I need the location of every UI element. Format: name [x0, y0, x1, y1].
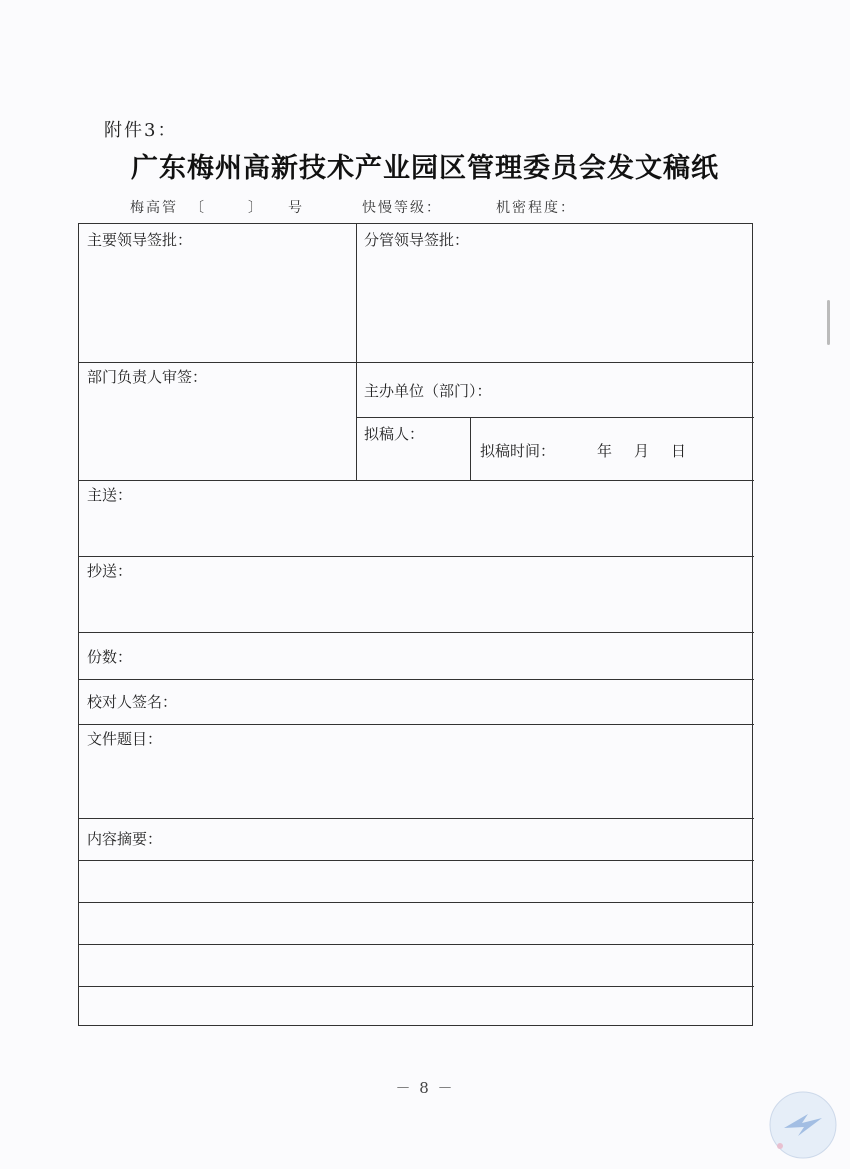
row-divider	[79, 679, 754, 680]
cc-to-label: 抄送：	[87, 562, 133, 580]
page-title: 广东梅州高新技术产业园区管理委员会发文稿纸	[131, 153, 719, 184]
draft-time-day: 日	[671, 442, 687, 460]
doc-number-bracket-open: 〔	[190, 200, 206, 216]
row-divider	[79, 902, 754, 903]
content-summary-label: 内容摘要：	[87, 830, 163, 848]
scan-edge-mark	[827, 300, 830, 345]
row-divider	[79, 480, 754, 481]
doc-number-prefix: 梅高管	[130, 200, 178, 216]
page-number: － 8 －	[395, 1079, 455, 1097]
host-unit-label: 主办单位（部门）：	[364, 382, 492, 400]
column-divider	[356, 224, 357, 480]
copies-label: 份数：	[87, 648, 133, 666]
draft-time-year: 年	[597, 442, 613, 460]
send-to-label: 主送：	[87, 486, 133, 504]
urgency-label: 快慢等级：	[362, 200, 442, 216]
row-divider	[79, 986, 754, 987]
column-divider	[470, 417, 471, 480]
dept-head-review-label: 部门负责人审签：	[87, 368, 208, 386]
doc-number-bracket-close: 〕	[248, 200, 264, 216]
row-divider	[79, 632, 754, 633]
row-divider	[79, 944, 754, 945]
row-divider	[79, 860, 754, 861]
doc-title-label: 文件题目：	[87, 730, 163, 748]
proofreader-sign-label: 校对人签名：	[87, 693, 178, 711]
row-divider	[79, 724, 754, 725]
row-divider	[79, 362, 754, 363]
deputy-leader-approval-label: 分管领导签批：	[364, 231, 470, 249]
doc-number-suffix: 号	[288, 200, 304, 216]
main-leader-approval-label: 主要领导签批：	[87, 231, 193, 249]
row-divider	[79, 818, 754, 819]
row-divider	[79, 556, 754, 557]
drafting-form	[78, 223, 753, 1026]
lightning-logo-icon	[768, 1090, 838, 1160]
drafter-label: 拟稿人：	[364, 425, 425, 443]
row-divider	[356, 417, 754, 418]
attachment-label: 附件3：	[104, 120, 178, 141]
draft-time-label: 拟稿时间：	[480, 442, 556, 460]
draft-time-month: 月	[634, 442, 650, 460]
secrecy-label: 机密程度：	[496, 200, 576, 216]
